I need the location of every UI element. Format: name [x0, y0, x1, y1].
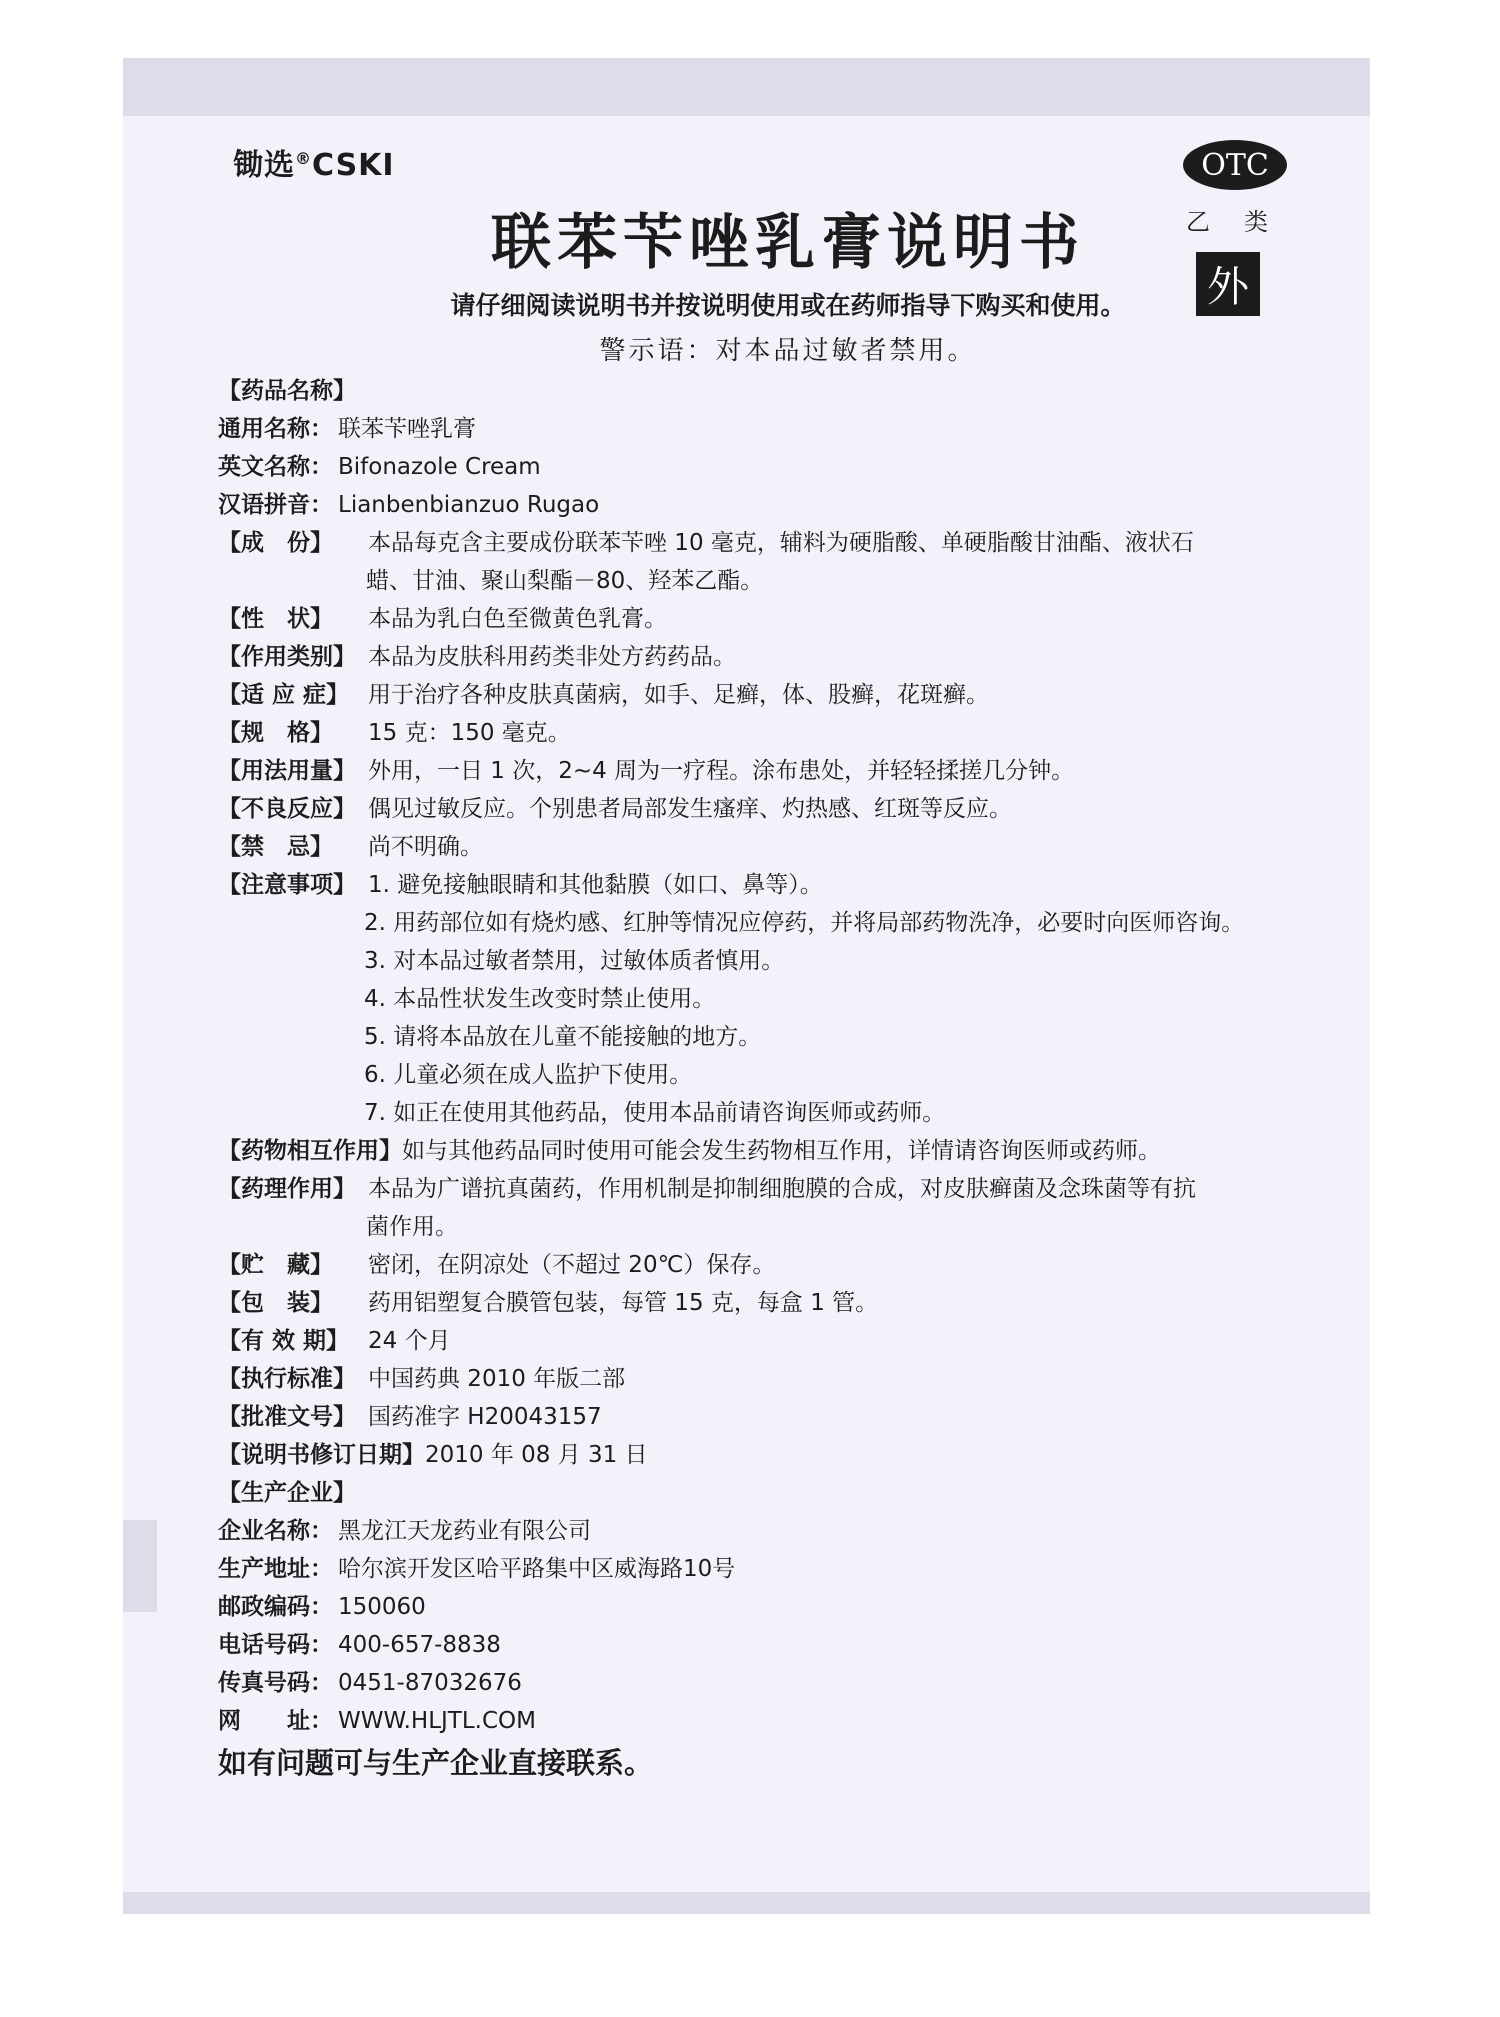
dosage-row: 【用法用量】 外用，一日 1 次，2~4 周为一疗程。涂布患处，并轻轻揉搓几分钟。	[218, 758, 1075, 784]
storage-row: 【贮 藏】 密闭，在阴凉处（不超过 20℃）保存。	[218, 1252, 776, 1278]
website-row: 网 址： WWW.HLJTL.COM	[218, 1708, 536, 1734]
precaution-item: 2. 用药部位如有烧灼感、红肿等情况应停药，并将局部药物洗净，必要时向医师咨询。	[364, 910, 1245, 936]
pharmacology-cont: 菌作用。	[366, 1214, 458, 1240]
adverse-row: 【不良反应】 偶见过敏反应。个别患者局部发生瘙痒、灼热感、红斑等反应。	[218, 796, 1012, 822]
revision-row: 【说明书修订日期】2010 年 08 月 31 日	[218, 1442, 648, 1468]
precaution-item: 7. 如正在使用其他药品，使用本品前请咨询医师或药师。	[364, 1100, 946, 1126]
pharmacology-row: 【药理作用】 本品为广谱抗真菌药，作用机制是抑制细胞膜的合成，对皮肤癣菌及念珠菌等有抗	[218, 1176, 1196, 1202]
english-name-row: 英文名称： Bifonazole Cream	[218, 454, 541, 480]
precaution-item: 5. 请将本品放在儿童不能接触的地方。	[364, 1024, 762, 1050]
edge-tab	[123, 1520, 157, 1612]
company-row: 企业名称： 黑龙江天龙药业有限公司	[218, 1518, 591, 1544]
contact-note: 如有问题可与生产企业直接联系。	[218, 1746, 654, 1780]
postcode-row: 邮政编码： 150060	[218, 1594, 426, 1620]
interactions-row: 【药物相互作用】如与其他药品同时使用可能会发生药物相互作用，详情请咨询医师或药师。	[218, 1138, 1161, 1164]
contraindications-row: 【禁 忌】 尚不明确。	[218, 834, 483, 860]
expiry-row: 【有 效 期】 24 个月	[218, 1328, 451, 1354]
precaution-item: 6. 儿童必须在成人监护下使用。	[364, 1062, 693, 1088]
phone-row: 电话号码： 400-657-8838	[218, 1632, 501, 1658]
generic-name-row: 通用名称： 联苯苄唑乳膏	[218, 416, 476, 442]
precautions-row: 【注意事项】 1. 避免接触眼睛和其他黏膜（如口、鼻等）。	[218, 872, 823, 898]
precaution-item: 3. 对本品过敏者禁用，过敏体质者慎用。	[364, 948, 785, 974]
pinyin-row: 汉语拼音： Lianbenbianzuo Rugao	[218, 492, 600, 518]
appearance-row: 【性 状】 本品为乳白色至微黄色乳膏。	[218, 606, 667, 632]
ingredients-row: 【成 份】 本品每克含主要成份联苯苄唑 10 毫克，辅料为硬脂酸、单硬脂酸甘油酯、液状石	[218, 530, 1194, 556]
subtitle: 请仔细阅读说明书并按说明使用或在药师指导下购买和使用。	[450, 291, 1126, 320]
specification-row: 【规 格】 15 克：150 毫克。	[218, 720, 571, 746]
leaflet-content	[218, 372, 1318, 1782]
address-row: 生产地址： 哈尔滨开发区哈平路集中区威海路10号	[218, 1556, 736, 1582]
drug-name-heading: 【药品名称】	[218, 378, 356, 404]
indications-row: 【适 应 症】 用于治疗各种皮肤真菌病，如手、足癣，体、股癣，花斑癣。	[218, 682, 989, 708]
warning: 警示语：对本品过敏者禁用。	[599, 336, 977, 366]
page-title: 联苯苄唑乳膏说明书	[491, 208, 1085, 278]
fax-row: 传真号码： 0451-87032676	[218, 1670, 522, 1696]
category-row: 【作用类别】 本品为皮肤科用药类非处方药药品。	[218, 644, 736, 670]
precaution-item: 4. 本品性状发生改变时禁止使用。	[364, 986, 716, 1012]
external-use-badge: 外	[1196, 252, 1260, 316]
manufacturer-heading: 【生产企业】	[218, 1480, 356, 1506]
standard-row: 【执行标准】 中国药典 2010 年版二部	[218, 1366, 626, 1392]
category-label: 乙类	[1186, 208, 1302, 236]
brand-logo: 锄选®CSKI	[233, 148, 395, 183]
approval-row: 【批准文号】 国药准字 H20043157	[218, 1404, 602, 1430]
otc-badge: OTC	[1183, 140, 1287, 190]
ingredients-cont: 蜡、甘油、聚山梨酯－80、羟苯乙酯。	[366, 568, 764, 594]
packaging-row: 【包 装】 药用铝塑复合膜管包装，每管 15 克，每盒 1 管。	[218, 1290, 879, 1316]
